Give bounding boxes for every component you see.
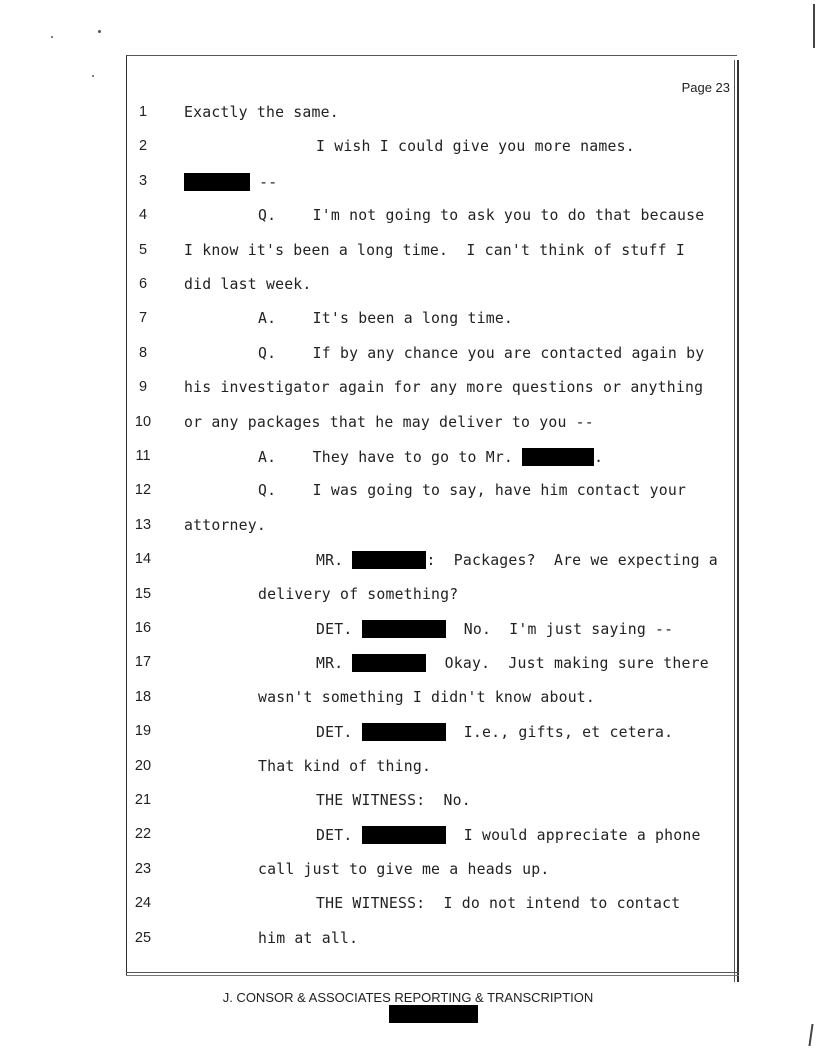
line-text-segment: Q. I'm not going to ask you to do that because bbox=[258, 207, 705, 225]
line-text-segment: Okay. Just making sure there bbox=[426, 655, 709, 673]
line-text bbox=[316, 138, 635, 155]
line-text bbox=[184, 414, 594, 431]
line-number: 2 bbox=[138, 138, 148, 155]
line-number: 1 bbox=[138, 104, 148, 120]
line-text-segment: THE WITNESS: I do not intend to contact bbox=[316, 895, 681, 913]
transcript-line bbox=[0, 343, 816, 367]
scan-speck bbox=[92, 75, 94, 77]
line-text bbox=[184, 276, 312, 293]
line-text bbox=[258, 689, 595, 706]
line-text-segment: I.e., gifts, et cetera. bbox=[445, 724, 674, 742]
transcript-line bbox=[0, 687, 816, 711]
line-text bbox=[258, 930, 358, 947]
line-text-segment: or any packages that he may deliver to you -- bbox=[184, 413, 594, 431]
transcript-line bbox=[0, 205, 816, 229]
line-text-segment: THE WITNESS: No. bbox=[316, 792, 471, 809]
line-text bbox=[258, 758, 431, 775]
line-text-segment: Exactly the same. bbox=[184, 104, 339, 121]
line-text-segment: -- bbox=[250, 173, 278, 191]
transcript-line bbox=[0, 618, 816, 642]
scan-artifact-bottom bbox=[808, 1024, 813, 1046]
transcript-line bbox=[0, 136, 816, 160]
line-text-segment: wasn't something I didn't know about. bbox=[258, 688, 596, 706]
redaction-block bbox=[352, 654, 426, 672]
redaction-block bbox=[184, 173, 250, 191]
transcript-line bbox=[0, 859, 816, 883]
line-number: 6 bbox=[138, 276, 148, 292]
line-text bbox=[184, 517, 266, 534]
transcript-line bbox=[0, 171, 816, 195]
transcript-line bbox=[0, 549, 816, 573]
transcript-line bbox=[0, 308, 816, 332]
transcript-line bbox=[0, 756, 816, 780]
line-text-segment: I know it's been a long time. I can't think of stuff I bbox=[184, 241, 685, 259]
line-text-segment: attorney. bbox=[184, 516, 266, 534]
line-number: 23 bbox=[134, 860, 152, 877]
line-text-segment: him at all. bbox=[258, 929, 359, 947]
line-text-segment: MR. bbox=[316, 552, 353, 570]
transcript-line bbox=[0, 412, 816, 436]
line-text-segment: Q. If by any chance you are contacted again by bbox=[258, 344, 705, 362]
line-number: 4 bbox=[138, 207, 148, 224]
line-text-segment: That kind of thing. bbox=[258, 757, 432, 775]
line-text bbox=[316, 620, 673, 638]
redaction-block bbox=[352, 551, 426, 569]
line-number: 25 bbox=[134, 929, 152, 946]
line-number: 20 bbox=[134, 757, 152, 774]
redaction-block bbox=[362, 620, 446, 638]
line-number: 17 bbox=[134, 654, 152, 671]
transcript-line bbox=[0, 928, 816, 952]
line-text-segment: I would appreciate a phone bbox=[445, 827, 701, 845]
line-text bbox=[316, 654, 709, 672]
transcript-line bbox=[0, 584, 816, 608]
transcript-line bbox=[0, 721, 816, 745]
line-text bbox=[258, 861, 549, 878]
line-number: 15 bbox=[134, 585, 152, 602]
line-text-segment: I wish I could give you more names. bbox=[316, 138, 635, 156]
redaction-block bbox=[362, 826, 446, 844]
line-number: 3 bbox=[138, 172, 148, 189]
redaction-block bbox=[522, 448, 594, 466]
line-text bbox=[316, 792, 471, 809]
line-text bbox=[258, 448, 603, 466]
line-text bbox=[184, 379, 703, 396]
transcript-line bbox=[0, 515, 816, 539]
line-text bbox=[316, 723, 673, 741]
line-text bbox=[184, 173, 277, 191]
line-number: 24 bbox=[134, 895, 152, 912]
transcript-line bbox=[0, 893, 816, 917]
line-text-segment: DET. bbox=[316, 724, 362, 742]
line-number: 9 bbox=[138, 379, 148, 396]
line-number: 5 bbox=[138, 241, 148, 258]
frame-bottom-edge bbox=[126, 972, 739, 976]
page-number: Page 23 bbox=[681, 80, 730, 95]
line-text bbox=[258, 310, 513, 327]
line-text-segment: No. I'm just saying -- bbox=[445, 621, 674, 638]
line-text-segment: : Packages? Are we expecting a bbox=[426, 552, 718, 570]
line-text-segment: delivery of something? bbox=[258, 585, 459, 603]
transcript-line bbox=[0, 790, 816, 814]
line-number: 13 bbox=[134, 516, 152, 533]
line-text bbox=[184, 104, 339, 121]
line-text bbox=[316, 826, 701, 844]
scan-speck bbox=[51, 36, 53, 38]
scan-speck bbox=[98, 30, 101, 33]
line-text bbox=[258, 207, 704, 224]
transcript-line bbox=[0, 240, 816, 264]
line-text bbox=[184, 242, 685, 259]
line-number: 18 bbox=[134, 688, 152, 705]
line-number: 19 bbox=[134, 723, 152, 740]
line-text-segment: A. They have to go to Mr. bbox=[258, 449, 523, 466]
line-text-segment: DET. bbox=[316, 621, 362, 638]
footer-text: J. CONSOR & ASSOCIATES REPORTING & TRANSCRIPTION bbox=[222, 990, 594, 1005]
transcript-line bbox=[0, 274, 816, 298]
scan-artifact-top bbox=[813, 4, 815, 48]
transcript-line bbox=[0, 377, 816, 401]
transcript-line bbox=[0, 102, 816, 126]
footer-redaction-block bbox=[389, 1005, 478, 1023]
line-text-segment: MR. bbox=[316, 655, 353, 673]
line-text-segment: call just to give me a heads up. bbox=[258, 860, 550, 878]
transcript-line bbox=[0, 446, 816, 470]
line-text bbox=[316, 551, 718, 569]
transcript-line bbox=[0, 480, 816, 504]
line-text-segment: his investigator again for any more questions or anything bbox=[184, 379, 704, 397]
line-text bbox=[258, 482, 686, 499]
line-text-segment: . bbox=[594, 449, 604, 466]
line-text-segment: DET. bbox=[316, 827, 362, 845]
line-text bbox=[258, 586, 458, 603]
transcript-line bbox=[0, 824, 816, 848]
line-number: 21 bbox=[134, 792, 152, 808]
line-number: 7 bbox=[138, 310, 148, 327]
line-text bbox=[316, 895, 680, 912]
line-number: 14 bbox=[134, 551, 152, 568]
redaction-block bbox=[362, 723, 446, 741]
line-number: 10 bbox=[134, 413, 152, 430]
line-text-segment: A. It's been a long time. bbox=[258, 310, 514, 328]
line-number: 8 bbox=[138, 344, 148, 361]
line-number: 12 bbox=[134, 482, 152, 499]
transcript-line bbox=[0, 652, 816, 676]
line-text-segment: did last week. bbox=[184, 276, 312, 293]
line-text bbox=[258, 345, 704, 362]
line-text-segment: Q. I was going to say, have him contact your bbox=[258, 482, 687, 500]
line-number: 11 bbox=[135, 448, 151, 464]
line-number: 16 bbox=[134, 620, 152, 636]
line-number: 22 bbox=[134, 826, 152, 843]
